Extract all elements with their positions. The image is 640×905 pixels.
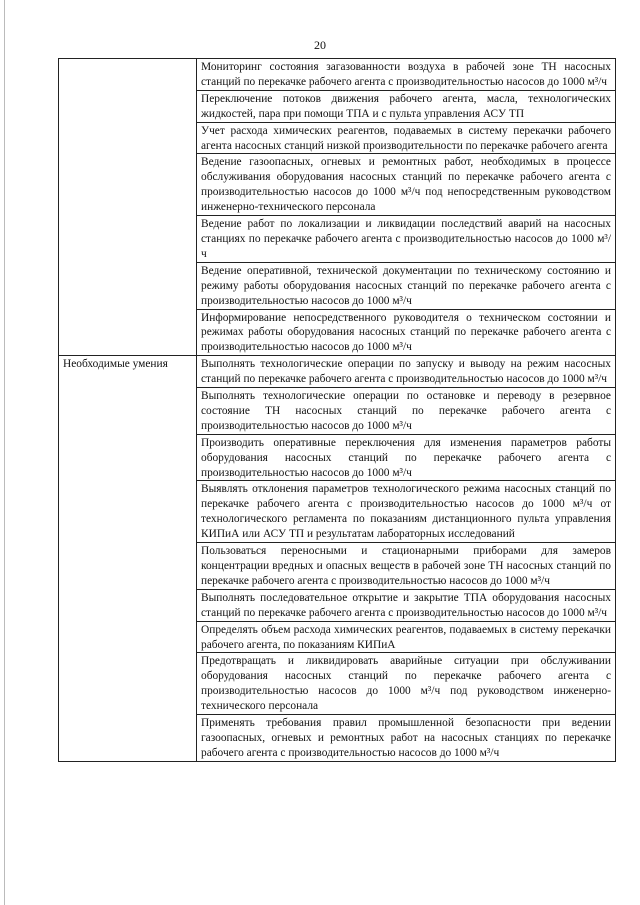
competency-table — [58, 58, 616, 762]
table-row — [59, 356, 616, 388]
skill-item: Выполнять последовательное открытие и закрытие ТПА оборудования насосных станций по перекачке рабочего агента с производительностью насосов до 1000 м³/ч — [197, 589, 616, 621]
skill-item: Предотвращать и ликвидировать аварийные ситуации при обслуживании оборудования насосных станций по перекачке рабочего агента с производительностью насосов до 1000 м³/ч под руководством инженерно-технического персонала — [197, 653, 616, 715]
labor-action-item: Информирование непосредственного руководителя о техническом состоянии и режимах работы оборудования насосных станций по перекачке рабочего агента с производительностью насосов до 1000 м³/ч — [197, 309, 616, 356]
category-cell-empty — [59, 59, 197, 356]
table-row — [59, 59, 616, 91]
page-number: 20 — [314, 38, 326, 52]
labor-action-item: Ведение работ по локализации и ликвидации последствий аварий на насосных станциях по перекачке рабочего агента с производительностью насосов до 1000 м³/ч — [197, 216, 616, 263]
labor-action-item: Мониторинг состояния загазованности воздуха в рабочей зоне ТН насосных станций по перекачке рабочего агента с производительностью насосов до 1000 м³/ч — [197, 59, 616, 91]
skill-item: Производить оперативные переключения для изменения параметров работы оборудования насосных станций по перекачке рабочего агента с производительностью насосов до 1000 м³/ч — [197, 434, 616, 481]
skill-item: Пользоваться переносными и стационарными приборами для замеров концентрации вредных и опасных веществ в рабочей зоне ТН насосных станций по перекачке рабочего агента с производительностью насосов до 1000 м³/ч — [197, 543, 616, 590]
skill-item: Выявлять отклонения параметров технологического режима насосных станций по перекачке рабочего агента с производительностью насосов до 1000 м³/ч от технологического регламента по показаниям дистанционного пульта управления КИПиА или АСУ ТП и результатам лабораторных исследований — [197, 481, 616, 543]
labor-action-item: Учет расхода химических реагентов, подаваемых в систему перекачки рабочего агента насосных станций низкой производительности по перекачке рабочего агента — [197, 122, 616, 154]
labor-action-item: Ведение оперативной, технической документации по техническому состоянию и режиму работы оборудования насосных станций по перекачке рабочего агента с производительностью насосов до 1000 м³/ч — [197, 262, 616, 309]
category-label-skills: Необходимые умения — [59, 356, 197, 762]
skill-item: Применять требования правил промышленной безопасности при ведении газоопасных, огневых и ремонтных работ на насосных станциях по перекачке рабочего агента с производительностью насосов до 1000 м³/ч — [197, 715, 616, 762]
skill-item: Выполнять технологические операции по запуску и выводу на режим насосных станций по перекачке рабочего агента с производительностью насосов до 1000 м³/ч — [197, 356, 616, 388]
skill-item: Определять объем расхода химических реагентов, подаваемых в систему перекачки рабочего агента, по показаниям КИПиА — [197, 621, 616, 653]
scan-edge — [4, 0, 5, 905]
skill-item: Выполнять технологические операции по остановке и переводу в резервное состояние ТН насосных станций по перекачке рабочего агента с производительностью насосов до 1000 м³/ч — [197, 388, 616, 435]
labor-action-item: Ведение газоопасных, огневых и ремонтных работ, необходимых в процессе обслуживания оборудования насосных станций по перекачке рабочего агента с производительностью насосов до 1000 м³/ч под непосредственным руководством инженерно-технического персонала — [197, 154, 616, 216]
labor-action-item: Переключение потоков движения рабочего агента, масла, технологических жидкостей, пара при помощи ТПА и с пульта управления АСУ ТП — [197, 90, 616, 122]
